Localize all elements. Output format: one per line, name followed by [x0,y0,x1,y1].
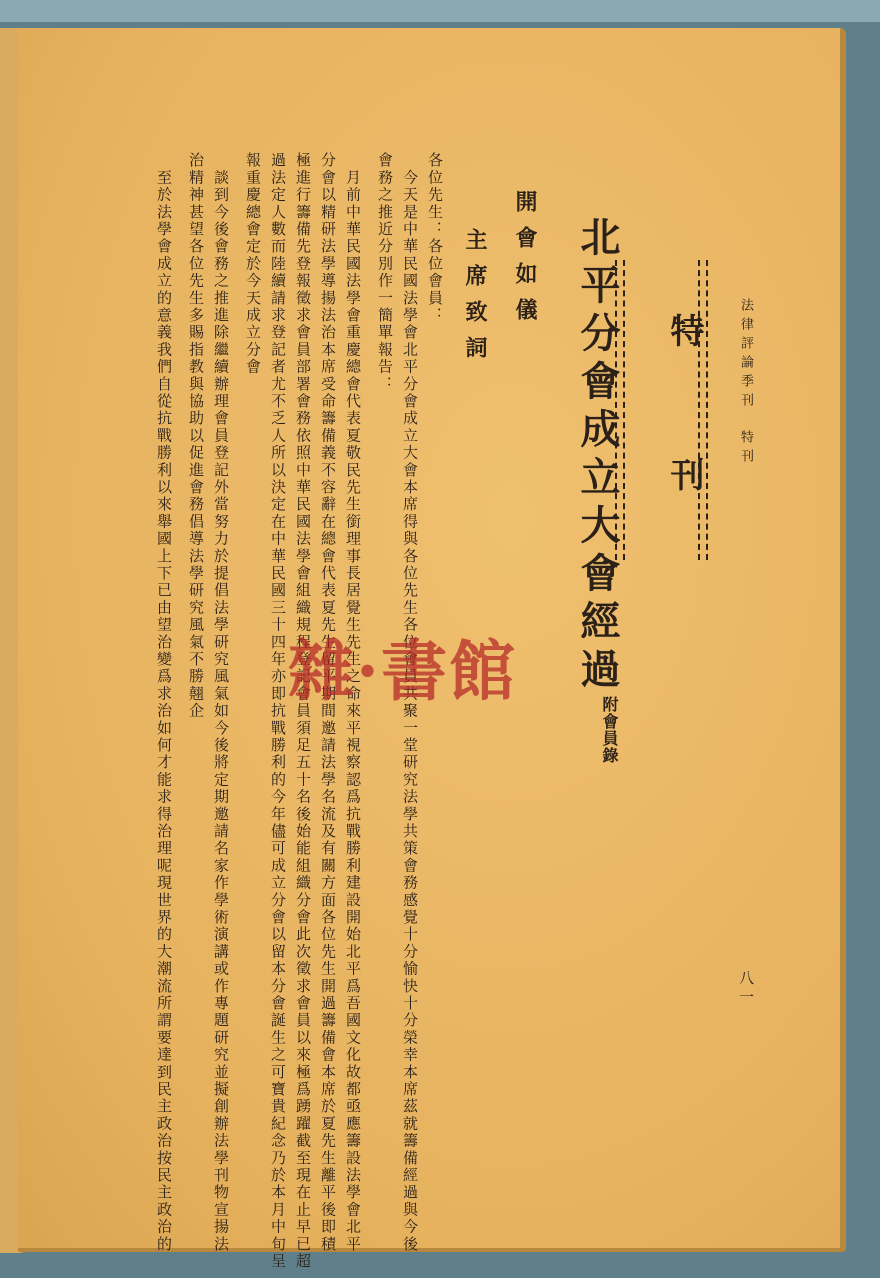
body-column: 月前中華民國法學會重慶總會代表夏敬民先生銜理事長居覺生先生之命來平視察認爲抗戰勝利建設開始北平爲吾國文化故都亟應籌設法學會北平 [344,152,362,1253]
running-header [736,298,755,468]
section-heading-opening: 開會如儀 [512,190,538,334]
body-column: 報重慶總會定於今天成立分會 [244,152,262,376]
section-heading-chair-speech: 主席致詞 [462,228,488,372]
body-column: 會務之推近分別作一簡單報告： [376,152,394,393]
scanner-background [0,0,880,22]
page-title: 北平分會成立大會經過 [574,216,621,696]
body-column: 至於法學會成立的意義我們自從抗戰勝利以來舉國上下已由望治變爲求治如何才能求得治理呢現世界的大潮流所謂要達到民主政治按民主政治的 [155,152,173,1253]
body-column: 治精神甚望各位先生多賜指教與協助以促進會務倡導法學研究風氣不勝翹企 [187,152,205,720]
body-column: 極進行籌備先登報徵求會員部署會務依照中華民國法學會組織規程登記會員須足五十名後始能組織分會此次徵求會員以來極爲踴躍截至現在止早已超 [294,152,312,1270]
title-subtitle: 附會員錄 [600,696,619,764]
journal-page [18,28,846,1270]
header-section: 特刊 [738,430,753,468]
body-column: 過法定人數而陸續請求登記者尤不乏人所以決定在中華民國三十四年亦即抗戰勝利的今年儘可成立分會以留本分會誕生之可寶貴紀念乃於本月中旬呈 [269,152,287,1270]
body-column: 今天是中華民國法學會北平分會成立大會本席得與各位先生各位會員共聚一堂研究法學共策會務感覺十分愉快十分榮幸本席茲就籌備經過與今後 [401,152,419,1253]
journal-name: 法律評論季刊 [738,298,753,412]
body-column: 分會以精研法學導揚法治本席受命籌備義不容辭在總會代表夏先生留平期間邀請法學名流及有關方面各位先生開過籌備會本席於夏先生離平後即積 [319,152,337,1253]
special-issue-label: 特刊 [664,313,704,601]
page-number: 八一 [737,970,755,1008]
library-watermark: 雜·書館 [288,632,517,710]
body-column: 談到今後會務之推進除繼續辦理會員登記外當努力於提倡法學研究風氣如今後將定期邀請名家作學術演講或作專題研究並擬創辦法學刊物宣揚法 [212,152,230,1253]
body-column: 各位先生：各位會員： [426,152,444,324]
